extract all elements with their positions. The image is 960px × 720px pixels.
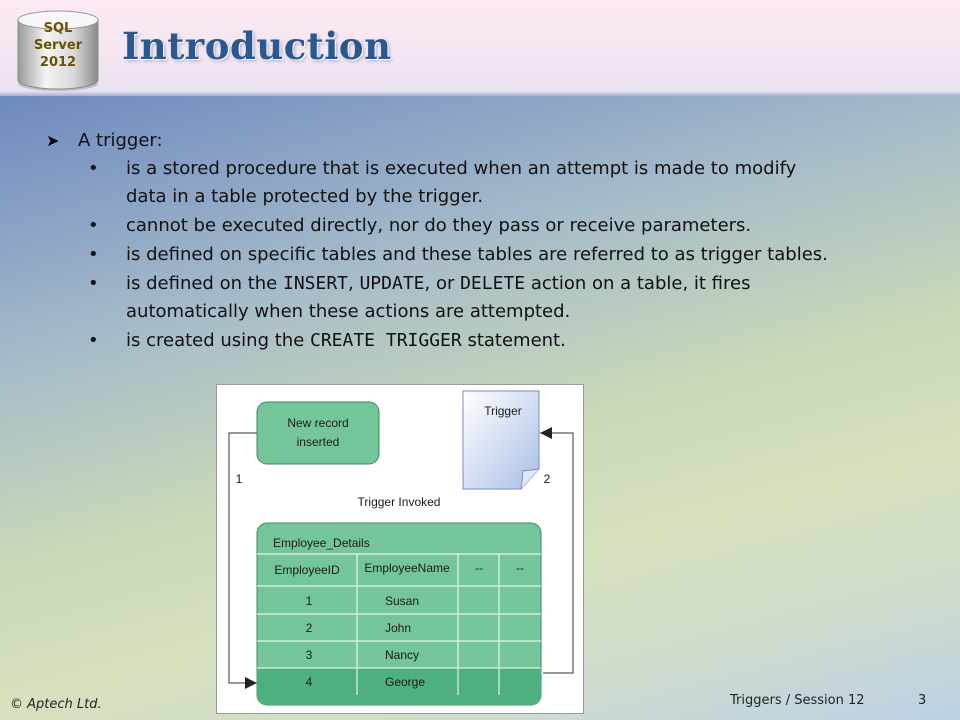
logo-line-sql: SQL: [43, 21, 73, 36]
page-number: 3: [918, 693, 927, 708]
logo-line-server: Server: [33, 38, 83, 53]
column-header: --: [475, 561, 483, 575]
bullet-dot-icon: •: [88, 215, 99, 236]
code-insert: INSERT: [282, 273, 349, 294]
bullet-item: [46, 212, 916, 240]
bullet-text: [126, 327, 916, 355]
lead-bullet: [46, 126, 916, 154]
lead-text: A trigger:: [78, 129, 163, 151]
arrow-bullet-icon: ➤: [46, 130, 60, 150]
slide-title: Introduction: [122, 24, 392, 68]
bullet-dot-icon: •: [88, 244, 99, 265]
cell-employee-id: 4: [305, 675, 313, 689]
separator: , or: [424, 273, 461, 294]
bullet-item: [46, 155, 916, 211]
cell-employee-id: 3: [305, 648, 313, 662]
cell-employee-id: 2: [305, 621, 313, 635]
bullet-text: is a stored procedure that is executed when an attempt is made to modify: [126, 158, 797, 179]
new-record-line2: inserted: [296, 435, 340, 449]
bullet-text: [126, 270, 916, 298]
bullet-prefix: is created using the: [126, 330, 310, 351]
code-update: UPDATE: [359, 273, 425, 294]
step-1-label: 1: [235, 472, 243, 486]
trigger-document-icon: [463, 391, 539, 489]
employee-table: [257, 523, 541, 705]
code-delete: DELETE: [460, 273, 526, 294]
cell-employee-name: Susan: [385, 594, 420, 608]
trigger-diagram: [216, 384, 584, 714]
step-2-label: 2: [543, 472, 551, 486]
bullet-item: [46, 327, 916, 355]
bullet-text: cannot be executed directly, nor do they pass or receive parameters.: [126, 215, 752, 236]
cell-employee-name: John: [385, 621, 412, 635]
bullet-item: [46, 241, 916, 269]
new-record-box: [257, 402, 379, 464]
table-name: Employee_Details: [273, 536, 370, 550]
cell-employee-name: Nancy: [385, 648, 420, 662]
bullet-text-continued: automatically when these actions are attempted.: [126, 301, 571, 322]
trigger-doc-label: Trigger: [484, 404, 522, 418]
column-header: EmployeeID: [274, 563, 340, 577]
bullet-text-continued: data in a table protected by the trigger.: [126, 186, 484, 207]
column-header: --: [516, 561, 524, 575]
logo-line-year: 2012: [39, 55, 77, 70]
trigger-invoked-label: Trigger Invoked: [357, 495, 441, 509]
column-header: EmployeeName: [364, 561, 450, 575]
bullet-text: is defined on specific tables and these tables are referred to as trigger tables.: [126, 244, 828, 265]
bullet-list: [46, 155, 916, 355]
code-create-trigger: CREATE TRIGGER: [310, 330, 462, 351]
bullet-dot-icon: •: [88, 273, 99, 294]
bullet-prefix: is defined on the: [126, 273, 283, 294]
slide-content: [46, 126, 916, 355]
bullet-suffix: action on a table, it fires: [525, 273, 751, 294]
bullet-suffix: statement.: [461, 330, 566, 351]
copyright: © Aptech Ltd.: [10, 697, 102, 712]
separator: ,: [348, 273, 360, 294]
flow-arrow-2: [540, 427, 573, 673]
cell-employee-name: George: [385, 675, 426, 689]
flow-arrow-1: [229, 433, 257, 689]
cell-employee-id: 1: [305, 594, 313, 608]
session-label: Triggers / Session 12: [730, 693, 865, 708]
logo-text: [14, 20, 102, 71]
bullet-item: [46, 270, 916, 326]
bullet-dot-icon: •: [88, 158, 99, 179]
new-record-line1: New record: [287, 416, 349, 430]
bullet-dot-icon: •: [88, 330, 99, 351]
